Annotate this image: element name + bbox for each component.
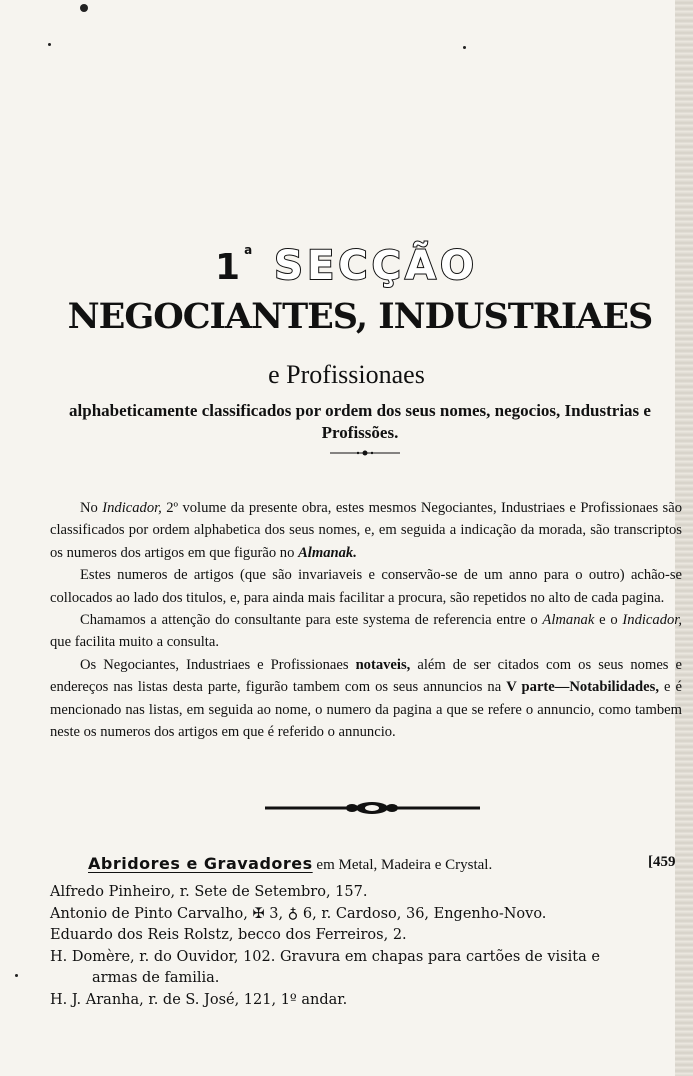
intro-text-run: 2º volume da presente obra, estes mesmos Negociantes, Industriaes e Profissionaes são classificados por ordem alphabetica dos seus nomes, e, em seguida a indicação da morada, são transcriptos os numeros dos artigos em que figurão no (50, 500, 682, 561)
entry-text: Antonio de Pinto Carvalho, ✠ 3, ♁ 6, r. Cardoso, 36, Engenho-Novo. (50, 905, 547, 922)
category-subtitle: em Metal, Madeira e Crystal. (316, 857, 493, 873)
main-title: NEGOCIANTES, INDUSTRIAES (67, 296, 653, 337)
subtitle: e Profissionaes (268, 360, 425, 389)
entry-text: H. Domère, r. do Ouvidor, 102. Gravura em chapas para cartões de visita e (50, 948, 600, 965)
intro-paragraph (50, 609, 682, 654)
section-ordinal: 1 (215, 247, 245, 288)
intro-paragraph (50, 654, 682, 744)
intro-text-run: que facilita muito a consulta. (50, 634, 219, 651)
list-item (50, 882, 686, 904)
entry-text: Eduardo dos Reis Rolstz, becco dos Ferreiros, 2. (50, 927, 407, 943)
intro-text-run: Os Negociantes, Industriaes e Profissionaes (80, 656, 356, 673)
section-ordinal-suffix: a (244, 243, 257, 257)
list-item (50, 990, 686, 1012)
list-item (50, 925, 686, 947)
ink-speck (80, 4, 88, 12)
intro-text-run: No (80, 500, 103, 516)
entries-list (50, 882, 686, 1011)
entry-text: H. J. Aranha, r. de S. José, 121, 1º andar. (50, 991, 348, 1008)
entry-text: Alfredo Pinheiro, r. Sete de Setembro, 157. (50, 884, 368, 900)
intro-text-run: Almanak. (298, 544, 357, 561)
list-item (50, 947, 686, 990)
section-word: SECÇÃO (274, 243, 478, 289)
entry-continuation: armas de familia. (92, 970, 220, 986)
category-heading (88, 854, 688, 874)
list-item (50, 904, 686, 926)
intro-text-run: e o (594, 612, 623, 629)
ink-speck (48, 43, 51, 46)
ink-speck (463, 46, 466, 49)
subtitle-description: alphabeticamente classificados por ordem dos seus nomes, negocios, Industrias e Profissões. (69, 401, 651, 442)
category-number: [459 (648, 854, 676, 870)
intro-text-run: Chamamos a attenção do consultante para este systema de referencia entre o (80, 612, 543, 629)
small-ornament (330, 448, 400, 458)
intro-text-run: Indicador, (102, 500, 162, 516)
ornament-divider (265, 800, 480, 816)
intro-text-run: além de ser citados com os seus nomes e endereços nas listas desta parte, figurão tambem com os seus annuncios na (50, 656, 683, 696)
intro-text-run: notaveis, (355, 656, 411, 673)
ink-speck (15, 974, 18, 977)
intro-text-run: Almanak (542, 612, 595, 629)
intro-paragraph (50, 497, 682, 564)
section-title (0, 243, 693, 289)
intro-paragraph (50, 564, 682, 609)
intro-text-run: Estes numeros de artigos (que são invariaveis e conservão-se de um anno para o outro) achão-se collocados ao lado dos titulos, e, para ainda mais facilitar a procura, são repetidos no alto de cada pagina. (50, 567, 682, 606)
intro-text (50, 497, 682, 743)
intro-text-run: V parte—Notabilidades, (506, 679, 659, 696)
intro-text-run: Indicador, (622, 612, 682, 629)
intro-text-run: e é mencionado nas listas, em seguida ao nome, o numero da pagina a que se refere o annuncio, como tambem neste os numeros dos artigos em que é referido o annuncio. (50, 679, 682, 741)
category-title: Abridores e Gravadores (88, 854, 313, 873)
